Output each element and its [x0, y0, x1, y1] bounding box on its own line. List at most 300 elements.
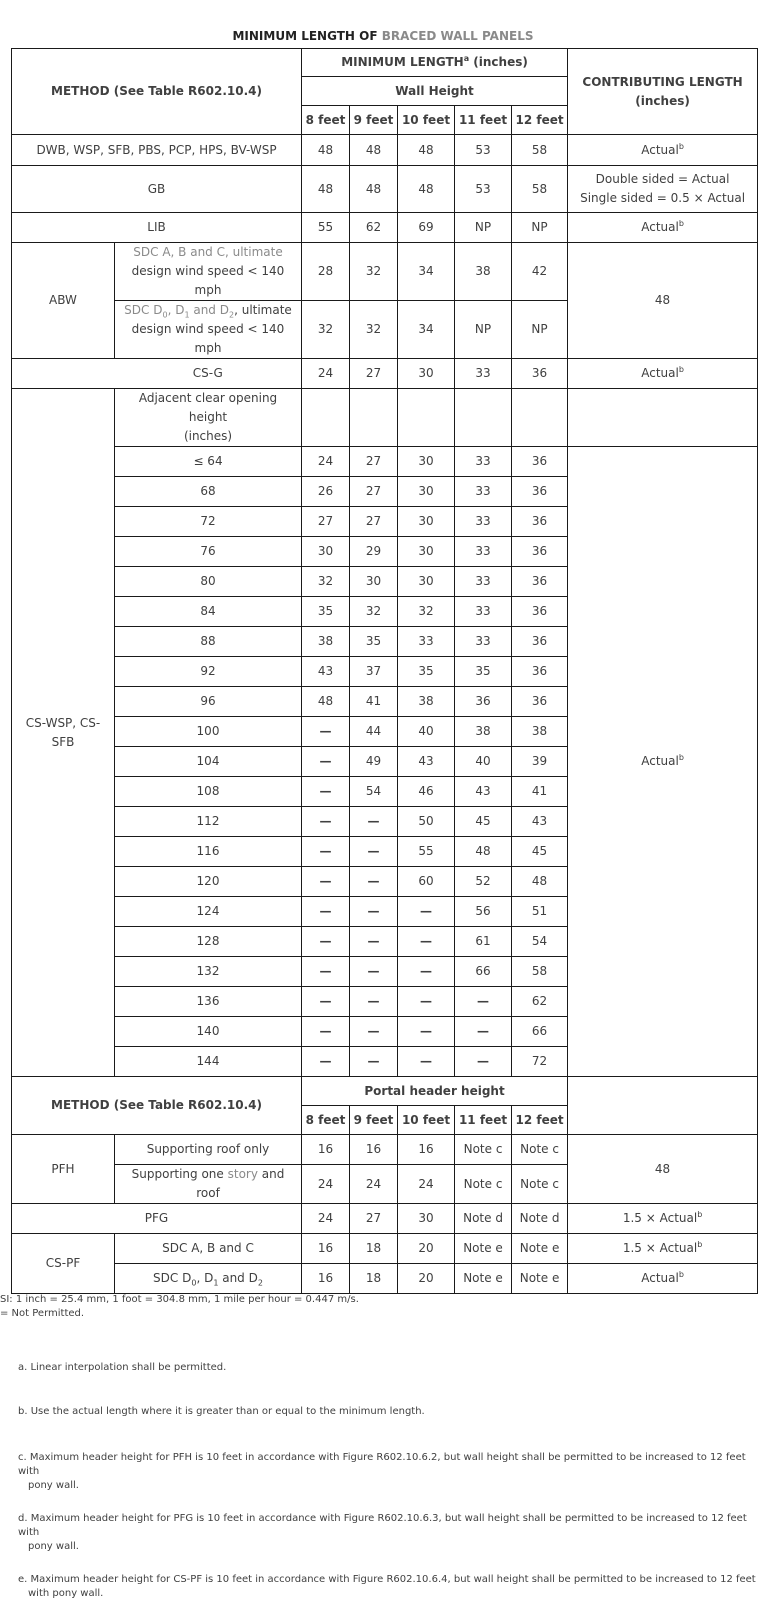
value-cell: 66 — [512, 1017, 568, 1047]
sdc-label: SDC D — [124, 303, 163, 317]
contrib-text: 1.5 × Actual — [622, 1211, 698, 1225]
value-cell: 27 — [350, 507, 398, 537]
footnote-b-mark: b — [678, 753, 684, 762]
table-title — [0, 28, 766, 44]
subscript: 2 — [257, 1278, 263, 1288]
value-cell: 34 — [398, 243, 455, 301]
value-cell: — — [455, 1017, 512, 1047]
value-cell: 30 — [398, 477, 455, 507]
opening-height-cell: 104 — [115, 747, 302, 777]
opening-height-cell: 120 — [115, 867, 302, 897]
value-cell: — — [455, 987, 512, 1017]
sdc-label: and D — [218, 1271, 258, 1285]
value-cell: — — [455, 1047, 512, 1077]
value-cell: 30 — [302, 537, 350, 567]
height-header: 8 feet — [302, 1106, 350, 1135]
value-cell: 48 — [302, 687, 350, 717]
method-cell: CS-WSP, CS-SFB — [12, 389, 115, 1077]
opening-height-cell: 128 — [115, 927, 302, 957]
value-cell: 54 — [512, 927, 568, 957]
sdc-label: , D — [167, 303, 185, 317]
value-cell: 72 — [512, 1047, 568, 1077]
value-cell: — — [350, 1017, 398, 1047]
footnote-line: d. Maximum header height for PFG is 10 feet in accordance with Figure R602.10.6.3, but wall height shall be permitted to be increased to 12 feet with — [18, 1513, 747, 1538]
value-cell: 54 — [350, 777, 398, 807]
value-cell: 16 — [398, 1135, 455, 1165]
method-cell: PFG — [12, 1204, 302, 1234]
blank-cell — [568, 389, 758, 447]
height-header: 9 feet — [350, 1106, 398, 1135]
footnote-a-mark: a — [463, 54, 470, 63]
value-cell: 33 — [455, 359, 512, 389]
value-cell: 32 — [302, 301, 350, 359]
sub-method-line: design wind speed < 140 mph — [131, 322, 285, 355]
value-cell: 36 — [512, 359, 568, 389]
value-cell: 27 — [350, 447, 398, 477]
value-cell: 30 — [398, 359, 455, 389]
value-cell: 27 — [350, 359, 398, 389]
method-cell: CS-PF — [12, 1234, 115, 1294]
value-cell: 46 — [398, 777, 455, 807]
value-cell: NP — [455, 213, 512, 243]
opening-height-cell: 76 — [115, 537, 302, 567]
value-cell: NP — [512, 213, 568, 243]
value-cell: — — [398, 1017, 455, 1047]
value-cell: Note d — [455, 1204, 512, 1234]
value-cell: 38 — [302, 627, 350, 657]
value-cell: 55 — [398, 837, 455, 867]
value-cell: 38 — [398, 687, 455, 717]
value-cell: 40 — [455, 747, 512, 777]
value-cell: 36 — [512, 477, 568, 507]
value-cell: — — [302, 837, 350, 867]
value-cell: 33 — [455, 447, 512, 477]
title-part2: BRACED WALL PANELS — [381, 29, 534, 43]
table-row — [12, 1204, 758, 1234]
value-cell: 48 — [302, 135, 350, 166]
value-cell: 32 — [350, 301, 398, 359]
subscript: 0 — [162, 310, 168, 320]
opening-height-cell: 144 — [115, 1047, 302, 1077]
contrib-line1: CONTRIBUTING LENGTH — [582, 74, 743, 89]
value-cell: 30 — [350, 567, 398, 597]
value-cell: 29 — [350, 537, 398, 567]
value-cell: 52 — [455, 867, 512, 897]
sub-method-line — [118, 301, 298, 320]
blank-cell — [398, 389, 455, 447]
contrib-text: Actual — [641, 220, 679, 234]
value-cell: 58 — [512, 166, 568, 213]
value-cell: 16 — [302, 1234, 350, 1264]
value-cell: 40 — [398, 717, 455, 747]
table-row — [12, 389, 758, 447]
value-cell: 43 — [455, 777, 512, 807]
opening-height-cell: ≤ 64 — [115, 447, 302, 477]
value-cell: — — [398, 1047, 455, 1077]
blank-cell — [512, 389, 568, 447]
value-cell: 33 — [398, 627, 455, 657]
opening-height-cell: 136 — [115, 987, 302, 1017]
value-cell: 35 — [302, 597, 350, 627]
table-row — [12, 1264, 758, 1294]
contrib-cell — [568, 1264, 758, 1294]
contrib-cell — [568, 1204, 758, 1234]
value-cell: 38 — [512, 717, 568, 747]
contrib-line2: (inches) — [635, 93, 690, 108]
height-header: 11 feet — [455, 106, 512, 135]
footnote-c — [18, 1451, 763, 1493]
table-row — [12, 1234, 758, 1264]
value-cell: 32 — [350, 243, 398, 301]
adjacent-opening-line: (inches) — [183, 429, 233, 443]
min-length-header — [302, 49, 568, 77]
header-row — [12, 49, 758, 77]
value-cell: 43 — [512, 807, 568, 837]
value-cell: 24 — [350, 1165, 398, 1204]
footnote-e — [18, 1573, 763, 1601]
value-cell: 37 — [350, 657, 398, 687]
value-cell: 36 — [512, 627, 568, 657]
footnote-b-mark: b — [678, 1270, 684, 1279]
footnote-line: c. Maximum header height for PFH is 10 feet in accordance with Figure R602.10.6.2, but wall height shall be permitted to be increased to 12 feet with — [18, 1452, 746, 1477]
value-cell: 32 — [398, 597, 455, 627]
table-row — [12, 1135, 758, 1165]
sub-method-cell — [115, 1165, 302, 1204]
contrib-cell: 48 — [568, 1135, 758, 1204]
value-cell: 50 — [398, 807, 455, 837]
height-header: 12 feet — [512, 106, 568, 135]
value-cell: 62 — [512, 987, 568, 1017]
footnote-b: b. Use the actual length where it is greater than or equal to the minimum length. — [18, 1406, 425, 1417]
footnote-line: e. Maximum header height for CS-PF is 10 feet in accordance with Figure R602.10.6.4, but wall height shall be permitted to be increased to 12 feet — [18, 1574, 756, 1585]
value-cell: — — [350, 867, 398, 897]
sdc-label: and D — [189, 303, 229, 317]
value-cell: 16 — [302, 1264, 350, 1294]
contrib-text: Actual — [641, 754, 679, 768]
table-row — [12, 166, 758, 213]
value-cell: 34 — [398, 301, 455, 359]
value-cell: 20 — [398, 1264, 455, 1294]
contrib-cell — [568, 1234, 758, 1264]
portal-header-row — [12, 1077, 758, 1106]
method-header: METHOD (See Table R602.10.4) — [12, 49, 302, 135]
value-cell: 48 — [350, 166, 398, 213]
value-cell: 33 — [455, 567, 512, 597]
value-cell: Note c — [455, 1165, 512, 1204]
height-header: 12 feet — [512, 1106, 568, 1135]
value-cell: 39 — [512, 747, 568, 777]
value-cell: NP — [455, 301, 512, 359]
footnote-b-mark: b — [678, 141, 684, 151]
table-row — [12, 447, 758, 477]
value-cell: 35 — [350, 627, 398, 657]
sdc-suffix: , ultimate — [234, 303, 292, 317]
value-cell: 41 — [350, 687, 398, 717]
opening-height-cell: 92 — [115, 657, 302, 687]
value-cell: 33 — [455, 627, 512, 657]
method-cell: ABW — [12, 243, 115, 359]
value-cell: 35 — [398, 657, 455, 687]
value-cell: — — [350, 1047, 398, 1077]
opening-height-cell: 96 — [115, 687, 302, 717]
value-cell: 44 — [350, 717, 398, 747]
value-cell: 45 — [512, 837, 568, 867]
value-cell: 18 — [350, 1264, 398, 1294]
value-cell: 48 — [512, 867, 568, 897]
value-cell: — — [302, 957, 350, 987]
contrib-line: Double sided = Actual — [595, 172, 730, 186]
value-cell: 38 — [455, 717, 512, 747]
opening-height-cell: 88 — [115, 627, 302, 657]
value-cell: 62 — [350, 213, 398, 243]
value-cell: — — [302, 987, 350, 1017]
sub-method-text: Supporting one — [131, 1167, 228, 1181]
value-cell: 41 — [512, 777, 568, 807]
sub-method-cell: SDC A, B and C — [115, 1234, 302, 1264]
value-cell: — — [302, 927, 350, 957]
value-cell: 48 — [398, 166, 455, 213]
value-cell: 30 — [398, 537, 455, 567]
table-row — [12, 243, 758, 301]
value-cell: — — [398, 927, 455, 957]
value-cell: — — [302, 717, 350, 747]
table-row — [12, 359, 758, 389]
value-cell: 45 — [455, 807, 512, 837]
sub-method-cell — [115, 243, 302, 301]
value-cell: 20 — [398, 1234, 455, 1264]
opening-height-cell: 108 — [115, 777, 302, 807]
portal-header-height-header: Portal header height — [302, 1077, 568, 1106]
value-cell: 28 — [302, 243, 350, 301]
sdc-label: , D — [196, 1271, 214, 1285]
value-cell: 18 — [350, 1234, 398, 1264]
opening-height-cell: 112 — [115, 807, 302, 837]
contributing-length-header — [568, 49, 758, 135]
value-cell: Note c — [512, 1135, 568, 1165]
value-cell: 43 — [398, 747, 455, 777]
value-cell: NP — [512, 301, 568, 359]
opening-height-cell: 80 — [115, 567, 302, 597]
contrib-text: Actual — [641, 366, 679, 380]
value-cell: 30 — [398, 567, 455, 597]
contrib-cell — [568, 135, 758, 166]
height-header: 8 feet — [302, 106, 350, 135]
subscript: 1 — [184, 310, 190, 320]
opening-height-cell: 68 — [115, 477, 302, 507]
value-cell: Note e — [512, 1264, 568, 1294]
table-body — [12, 49, 758, 1294]
value-cell: 36 — [512, 567, 568, 597]
value-cell: Note d — [512, 1204, 568, 1234]
contrib-cell — [568, 359, 758, 389]
blank-cell — [568, 1077, 758, 1135]
value-cell: 33 — [455, 477, 512, 507]
value-cell: 36 — [512, 537, 568, 567]
value-cell: — — [302, 1017, 350, 1047]
value-cell: 53 — [455, 166, 512, 213]
value-cell: 38 — [455, 243, 512, 301]
value-cell: 24 — [398, 1165, 455, 1204]
value-cell: 55 — [302, 213, 350, 243]
opening-height-cell: 72 — [115, 507, 302, 537]
value-cell: — — [350, 987, 398, 1017]
sub-method-text: and roof — [196, 1167, 285, 1200]
sub-method-cell: Supporting roof only — [115, 1135, 302, 1165]
contrib-line: Single sided = 0.5 × Actual — [580, 191, 746, 205]
value-cell: — — [398, 957, 455, 987]
value-cell: — — [302, 777, 350, 807]
height-header: 10 feet — [398, 106, 455, 135]
value-cell: — — [398, 897, 455, 927]
method-header: METHOD (See Table R602.10.4) — [12, 1077, 302, 1135]
blank-cell — [302, 389, 350, 447]
value-cell: 32 — [302, 567, 350, 597]
value-cell: 33 — [455, 537, 512, 567]
value-cell: — — [350, 897, 398, 927]
value-cell: 48 — [398, 135, 455, 166]
footnote-b-mark: b — [678, 365, 684, 374]
value-cell: Note e — [455, 1264, 512, 1294]
sub-method-line: design wind speed < 140 mph — [131, 264, 285, 297]
value-cell: 32 — [350, 597, 398, 627]
value-cell: — — [302, 897, 350, 927]
method-cell: CS-G — [115, 359, 302, 389]
value-cell: 24 — [302, 1204, 350, 1234]
sub-method-cell — [115, 301, 302, 359]
sub-method-cell — [115, 1264, 302, 1294]
si-conversion-note: SI: 1 inch = 25.4 mm, 1 foot = 304.8 mm, 1 mile per hour = 0.447 m/s. — [0, 1294, 359, 1305]
value-cell: — — [350, 807, 398, 837]
adjacent-opening-line: Adjacent clear opening height — [138, 391, 278, 424]
value-cell: 27 — [350, 1204, 398, 1234]
value-cell: — — [302, 867, 350, 897]
height-header: 9 feet — [350, 106, 398, 135]
adjacent-opening-header — [115, 389, 302, 447]
min-length-label: MINIMUM LENGTH — [341, 55, 464, 69]
value-cell: — — [398, 987, 455, 1017]
value-cell: 51 — [512, 897, 568, 927]
footnote-b-mark: b — [697, 1210, 703, 1219]
value-cell: 26 — [302, 477, 350, 507]
footnote-line: pony wall. — [28, 1541, 79, 1552]
footnote-b-mark: b — [678, 219, 684, 228]
value-cell: 33 — [455, 507, 512, 537]
value-cell: 48 — [455, 837, 512, 867]
min-length-unit: (inches) — [469, 55, 528, 69]
contrib-cell — [568, 447, 758, 1077]
contrib-text: 1.5 × Actual — [622, 1241, 698, 1255]
value-cell: 27 — [350, 477, 398, 507]
method-cell: DWB, WSP, SFB, PBS, PCP, HPS, BV-WSP — [12, 135, 302, 166]
opening-height-cell: 116 — [115, 837, 302, 867]
height-header: 10 feet — [398, 1106, 455, 1135]
value-cell: Note e — [455, 1234, 512, 1264]
footnote-line: pony wall. — [28, 1480, 79, 1491]
value-cell: 36 — [455, 687, 512, 717]
contrib-text: Actual — [641, 1271, 679, 1285]
footnote-d — [18, 1512, 763, 1554]
value-cell: 24 — [302, 1165, 350, 1204]
value-cell: 27 — [302, 507, 350, 537]
method-cell: PFH — [12, 1135, 115, 1204]
value-cell: 16 — [302, 1135, 350, 1165]
sub-method-line: SDC A, B and C, ultimate — [133, 245, 283, 259]
value-cell: 58 — [512, 135, 568, 166]
opening-height-cell: 100 — [115, 717, 302, 747]
value-cell: 42 — [512, 243, 568, 301]
table-row — [12, 213, 758, 243]
value-cell: — — [350, 957, 398, 987]
opening-height-cell: 84 — [115, 597, 302, 627]
value-cell: — — [302, 747, 350, 777]
sdc-label: SDC D — [153, 1271, 192, 1285]
value-cell: 30 — [398, 1204, 455, 1234]
contrib-cell: 48 — [568, 243, 758, 359]
value-cell: — — [302, 1047, 350, 1077]
np-definition-note: = Not Permitted. — [0, 1308, 85, 1319]
contrib-cell — [568, 213, 758, 243]
value-cell: 16 — [350, 1135, 398, 1165]
value-cell: 66 — [455, 957, 512, 987]
height-header: 11 feet — [455, 1106, 512, 1135]
footnote-a: a. Linear interpolation shall be permitted. — [18, 1362, 227, 1373]
value-cell: 53 — [455, 135, 512, 166]
subscript: 0 — [191, 1278, 197, 1288]
blank-cell — [12, 359, 115, 389]
value-cell: 49 — [350, 747, 398, 777]
value-cell: 58 — [512, 957, 568, 987]
value-cell: 35 — [455, 657, 512, 687]
value-cell: — — [350, 927, 398, 957]
wall-height-header: Wall Height — [302, 77, 568, 106]
opening-height-cell: 132 — [115, 957, 302, 987]
value-cell: 48 — [302, 166, 350, 213]
footnote-b-mark: b — [697, 1240, 703, 1249]
value-cell: 69 — [398, 213, 455, 243]
value-cell: Note e — [512, 1234, 568, 1264]
value-cell: 48 — [350, 135, 398, 166]
braced-wall-panels-table — [11, 48, 758, 1294]
value-cell: 36 — [512, 657, 568, 687]
value-cell: 36 — [512, 447, 568, 477]
value-cell: — — [350, 837, 398, 867]
subscript: 1 — [213, 1278, 219, 1288]
value-cell: 60 — [398, 867, 455, 897]
value-cell: 61 — [455, 927, 512, 957]
value-cell: 30 — [398, 447, 455, 477]
blank-cell — [455, 389, 512, 447]
method-cell: GB — [12, 166, 302, 213]
contrib-text: Actual — [641, 142, 679, 157]
value-cell: 56 — [455, 897, 512, 927]
value-cell: 36 — [512, 687, 568, 717]
footnote-line: with pony wall. — [28, 1588, 104, 1599]
sub-method-text: story — [227, 1167, 258, 1181]
value-cell: 24 — [302, 447, 350, 477]
title-part1: MINIMUM LENGTH OF — [232, 29, 382, 43]
opening-height-cell: 140 — [115, 1017, 302, 1047]
value-cell: 30 — [398, 507, 455, 537]
value-cell: 43 — [302, 657, 350, 687]
value-cell: — — [302, 807, 350, 837]
table-row — [12, 135, 758, 166]
value-cell: 36 — [512, 507, 568, 537]
blank-cell — [350, 389, 398, 447]
method-cell: LIB — [12, 213, 302, 243]
value-cell: Note c — [512, 1165, 568, 1204]
contrib-cell — [568, 166, 758, 213]
opening-height-cell: 124 — [115, 897, 302, 927]
